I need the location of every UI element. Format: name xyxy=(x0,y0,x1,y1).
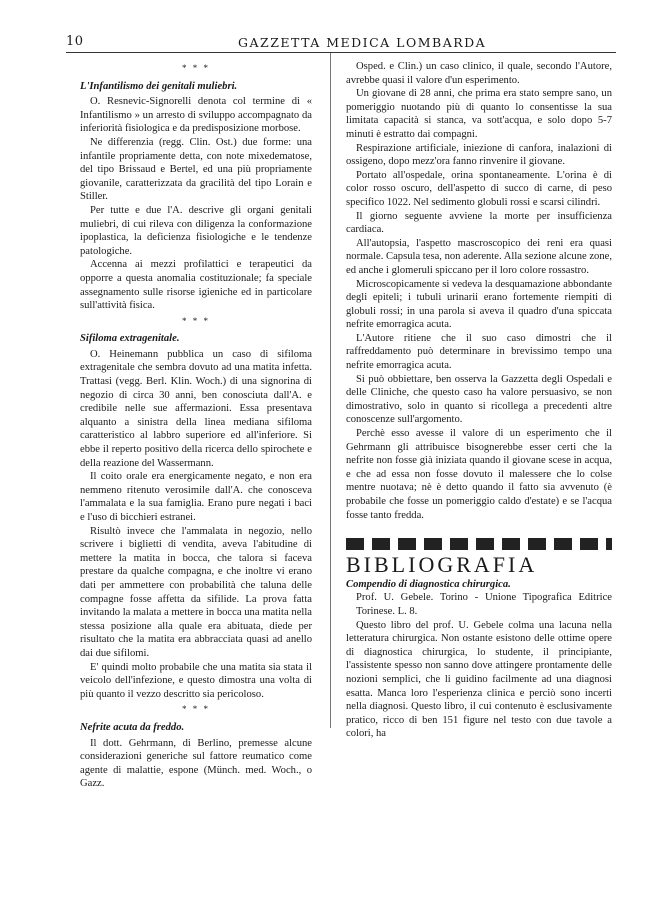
article-heading: Sifiloma extragenitale. xyxy=(80,333,180,345)
page-header xyxy=(66,34,616,50)
decorative-border xyxy=(346,538,612,550)
book-publisher: Prof. U. Gebele. Torino - Unione Tipografica Editrice Torinese. L. 8. xyxy=(356,592,612,617)
paragraph: L'Autore ritiene che il suo caso dimostri che il raffreddamento può determinare in brevissimo tempo una nefrite emorragica acuta. xyxy=(346,332,612,372)
paragraph: Il coito orale era energicamente negato, e non era nemmeno ritenuto verosimile dall'A. che conosceva l'ammalata e la sua famiglia. Erano pure negati i baci e l'uso di bicchieri estranei. xyxy=(80,471,312,523)
paragraph: Accenna ai mezzi profilattici e terapeutici da opporre a questa anomalia costituzionale; fa speciale assegnamento sulle risorse igieniche ed in particolare sull'attività fisica. xyxy=(80,259,312,312)
paragraph: Risultò invece che l'ammalata in negozio, nello scrivere i biglietti di vendita, aveva l'abitudine di mettere la matita in bocca, che talora si faceva prestare da qualche compagna, e che inoltre vi erano dati per ammettere con probabilità che taluna delle compagne fosse affetta da sifilide. La prova fatta invitando la malata a mettere in bocca una matita nella stessa posizione alla quale era abituata, diede per risultato che la matita era abbracciata quasi ad anello dai due sifilomi. xyxy=(80,525,312,659)
section-separator: * * * xyxy=(182,63,210,73)
paragraph: Un giovane di 28 anni, che prima era stato sempre sano, un pomeriggio nuotando più di quanto lo consentisse la sua limitata capacità si stanca, va sott'acqua, e solo dopo 5-7 minuti è estratto dai compagni. xyxy=(346,88,612,140)
right-column xyxy=(346,60,612,741)
paragraph: Il giorno seguente avviene la morte per insufficienza cardiaca. xyxy=(346,210,612,236)
paragraph: Il dott. Gehrmann, di Berlino, premesse alcune considerazioni generiche sul fattore reumatico come agente di malattie, espone (Münch. med. Woch., o Gazz. xyxy=(80,737,312,790)
paragraph: Ne differenzia (regg. Clin. Ost.) due forme: una infantile propriamente detta, con note mixedematose, del tipo Brissaud e Bertel, ed una più propriamente giovanile, caratterizzata da gracilità del tipo Lorain e Stiller. xyxy=(80,136,312,203)
paragraph: Perchè esso avesse il valore di un esperimento che il Gehrmann gli attribuisce bisognerebbe esser certi che la nefrite non fosse già iniziata quando il giovane scese in acqua, e che ad essa non fosse dovuto il malessere che lo colse mentre nuotava; nè è detto quando il fatto sia avvenuto (è probabile che fosse un pomeriggio caldo d'estate) e se l'acqua fosse tanto fredda. xyxy=(346,428,612,521)
paragraph: O. Heinemann pubblica un caso di sifiloma extragenitale che sembra dovuto ad una matita infetta. Trattasi (vegg. Berl. Klin. Woch.) di una signorina di negozio di circa 30 anni, ben conosciuta dall'A. e credibile nelle sue affermazioni. Essa presentava alquanto a sinistra della linea mediana sifiloma caratteristico al labbro superiore ed all'inferiore. Si ebbe il reperto positivo della ricerca dello spirochete e della reazione del Wassermann. xyxy=(80,348,312,469)
paragraph: Portato all'ospedale, orina spontaneamente. L'orina è di color rosso oscuro, dell'aspetto di succo di carne, di peso specifico 1022. Nel sedimento globuli rossi e scarsi cilindri. xyxy=(346,169,612,208)
article-heading: Nefrite acuta da freddo. xyxy=(80,721,185,733)
column-divider xyxy=(330,53,331,728)
section-separator: * * * xyxy=(182,315,210,326)
header-rule xyxy=(66,52,616,53)
article-heading: L'Infantilismo dei genitali muliebri. xyxy=(80,80,238,92)
page-number: 10 xyxy=(66,34,84,49)
paragraph: Questo libro del prof. U. Gebele colma una lacuna nella letteratura chirurgica. Non ostante esistono delle ottime opere di diagnostica chirurgica, lo studente, il principiante, l'assistente spesso non sanno dove attingere prontamente delle nozioni semplici, che li guidino facilmente ad una diagnosi esatta. Manca loro l'esperienza clinica e perciò sono incerti nella diagnosi. Questo libro, il cui contenuto è esclusivamente pratico, ricco di ben 151 figure nel testo con due tavole a colori, ha xyxy=(346,619,612,740)
paragraph: O. Resnevic-Signorelli denota col termine di « Infantilismo » un arresto di sviluppo accompagnato da inferiorità fisiologica e da predisposizione morbose. xyxy=(80,96,312,135)
paragraph: Respirazione artificiale, iniezione di canfora, inalazioni di ossigeno, dopo mezz'ora fanno rinvenire il giovane. xyxy=(346,142,612,168)
section-title: BIBLIOGRAFIA xyxy=(346,552,538,578)
paragraph: E' quindi molto probabile che una matita sia stata il veicolo dell'infezione, e questo dimostra una volta di più quanto il vezzo descritto sia pericoloso. xyxy=(80,661,312,700)
journal-title: GAZZETTA MEDICA LOMBARDA xyxy=(238,35,487,50)
left-column xyxy=(80,60,312,791)
paragraph: Si può obbiettare, ben osserva la Gazzetta degli Ospedali e delle Cliniche, che questo caso ha valore persuasivo, se non dimostrativo, solo in quanto si ricollega a precedenti altre conoscenze sull'argomento. xyxy=(346,373,612,426)
paragraph: All'autopsia, l'aspetto mascroscopico dei reni era quasi normale. Capsula tesa, non aderente. Alla sezione alcune zone, ed anche i glomeruli spiccano per il loro colore rossastro. xyxy=(346,237,612,276)
paragraph: Osped. e Clin.) un caso clinico, il quale, secondo l'Autore, avrebbe quasi il valore d'un esperimento. xyxy=(346,61,612,86)
paragraph: Microscopicamente si vedeva la desquamazione abbondante degli epiteli; i tubuli urinarii erano fortemente riempiti di globuli rossi; in una parola si aveva il quadro d'una spiccata nefrite emorragica acuta. xyxy=(346,278,612,331)
paragraph: Per tutte e due l'A. descrive gli organi genitali muliebri, di cui rileva con diligenza la conformazione ipoplastica, la deficienza fisiologiche e le tendenze patologiche. xyxy=(80,204,312,257)
book-title: Compendio di diagnostica chirurgica. xyxy=(346,578,511,590)
section-separator: * * * xyxy=(182,704,210,715)
